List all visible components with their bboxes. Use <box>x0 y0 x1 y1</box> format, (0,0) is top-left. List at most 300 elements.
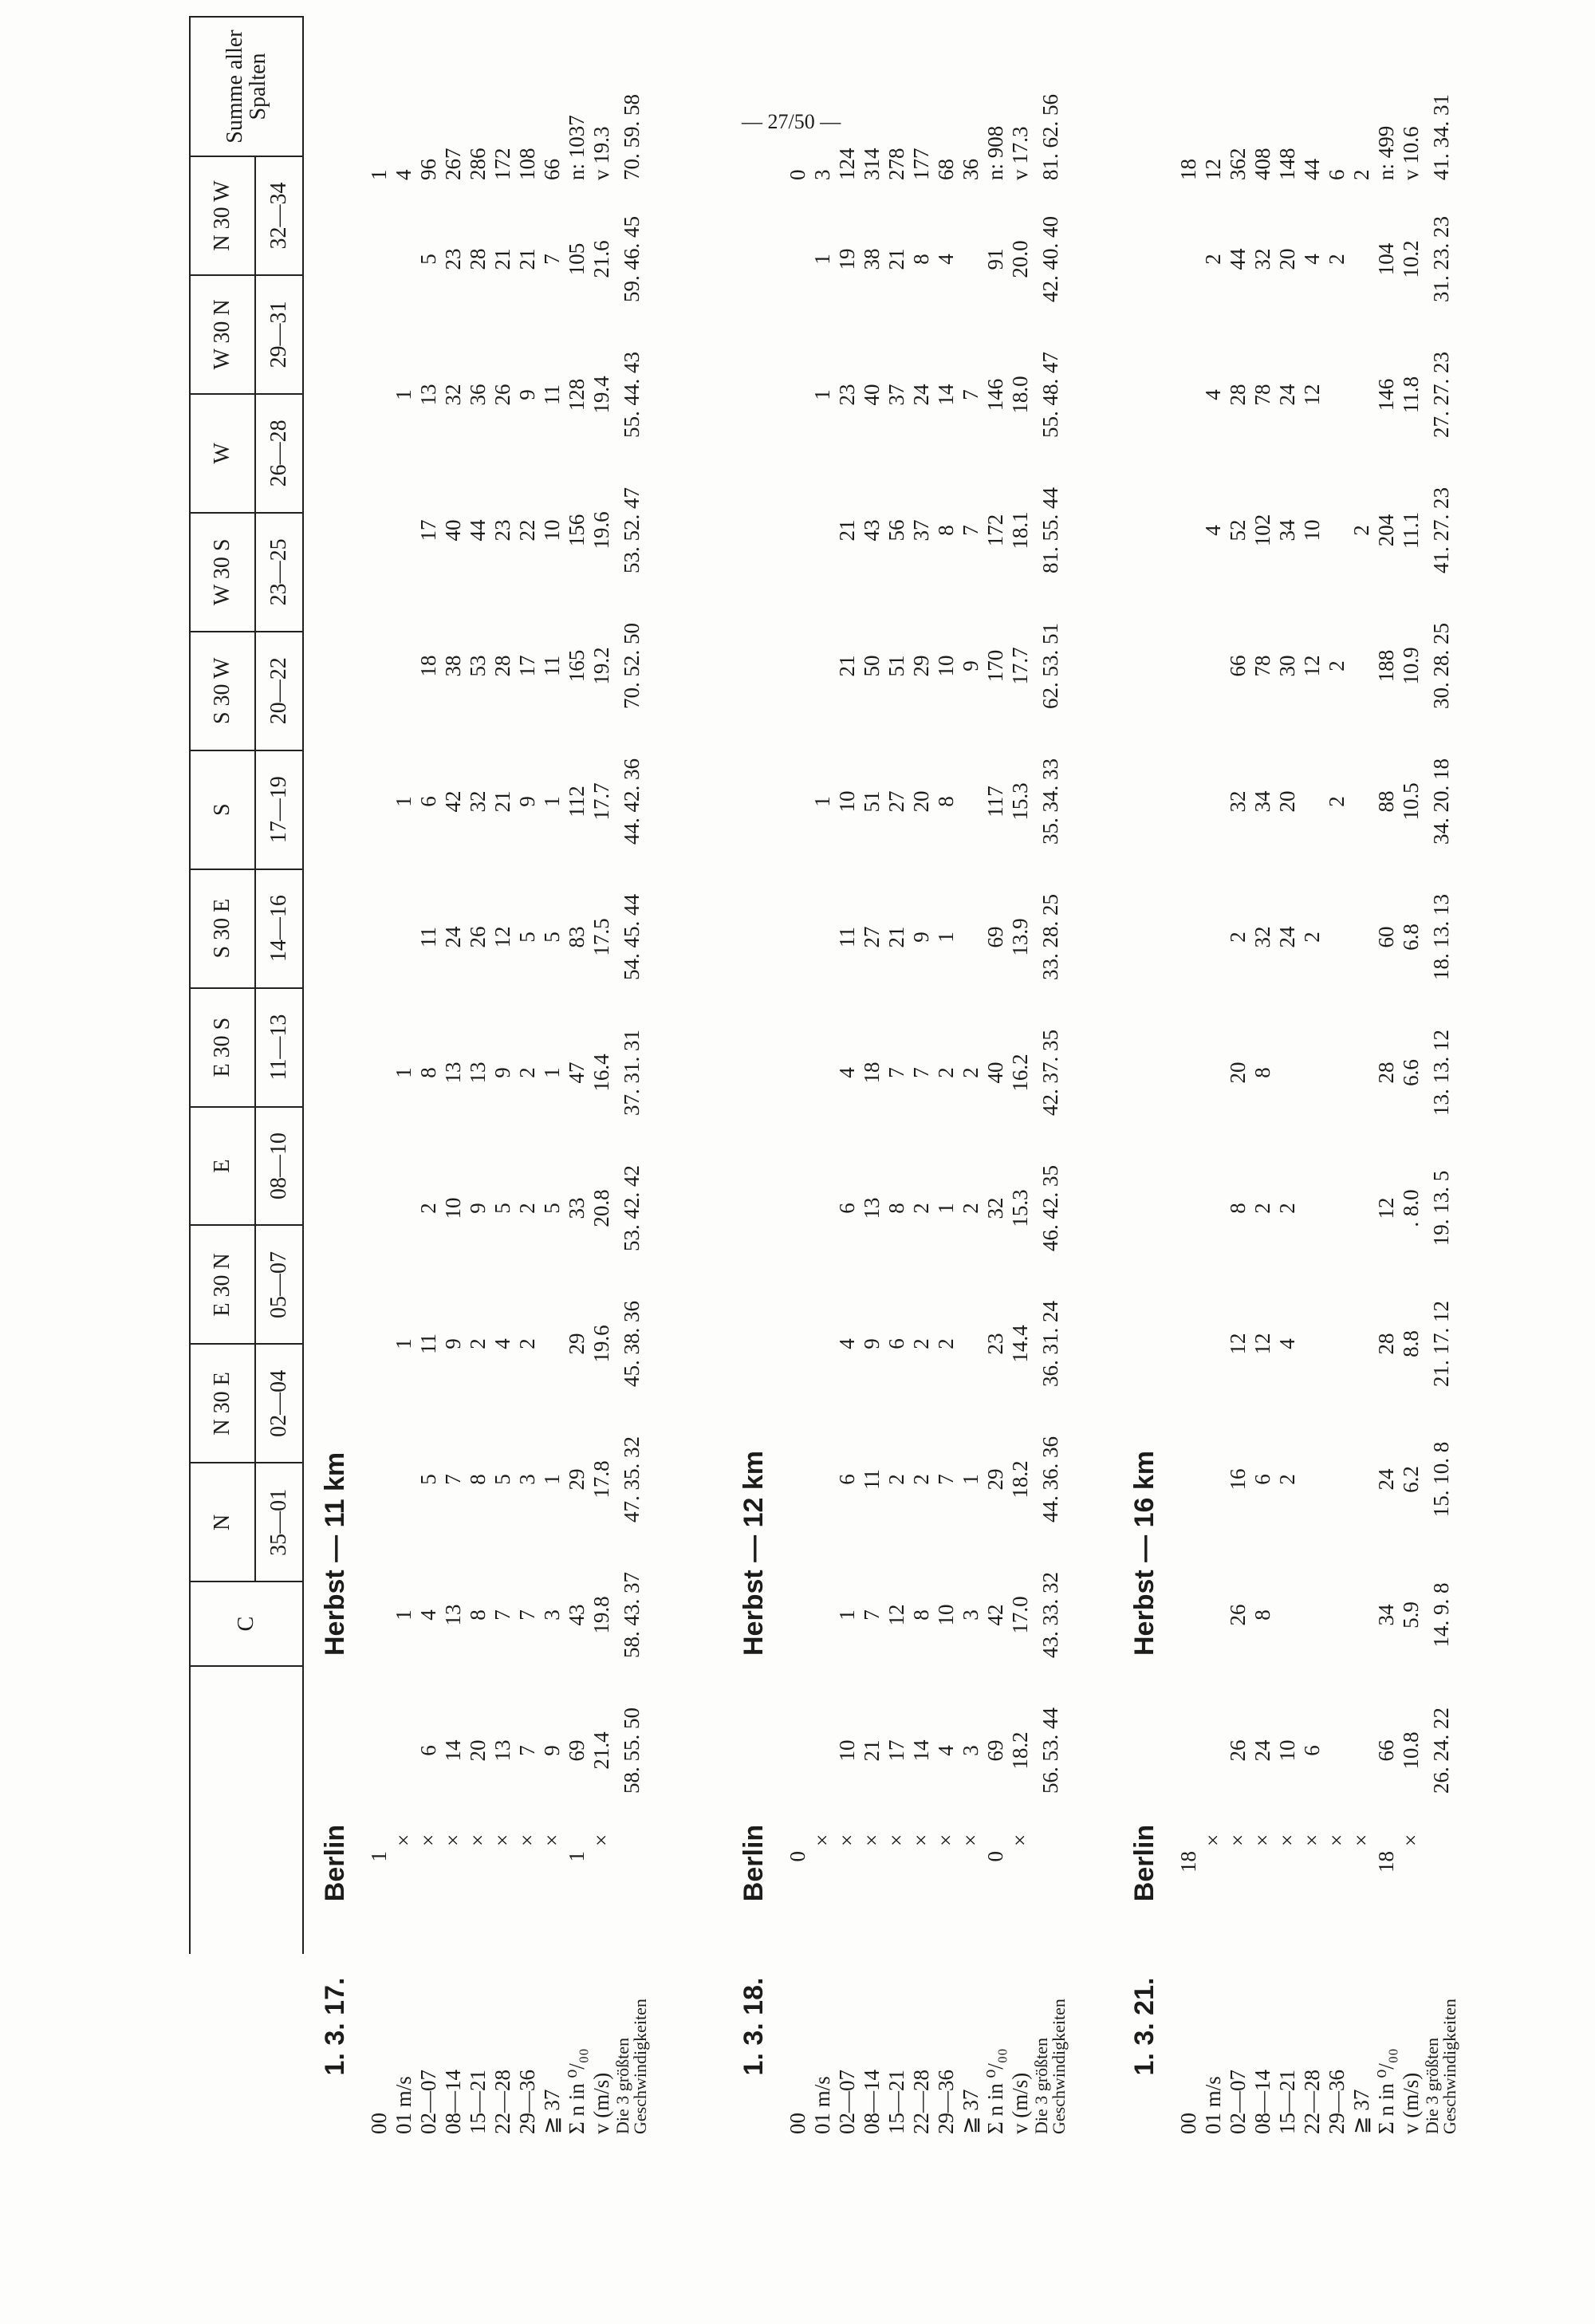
calm-mark: × <box>1349 1834 1373 1846</box>
table-cell: 2 <box>1201 254 1225 265</box>
table-row <box>565 29 589 2137</box>
table-cell <box>1349 1005 1374 1140</box>
table-cell: 172 <box>983 514 1007 547</box>
table-cell: 43 <box>565 1604 589 1626</box>
table-cell <box>1201 734 1226 869</box>
calm-mark: × <box>1226 1834 1250 1846</box>
table-cell: 8.8 <box>1399 1330 1423 1357</box>
table-cell: 16.2 <box>1008 1054 1032 1092</box>
table-cell: 4 <box>934 254 958 265</box>
table-cell: 83 <box>565 926 589 948</box>
table-cell: 40 <box>860 384 884 406</box>
table-cell <box>392 869 416 1005</box>
table-cell: 78 <box>1250 384 1274 406</box>
table-cell: 5.9 <box>1399 1601 1423 1629</box>
section-table <box>303 29 649 2137</box>
header-dir: S <box>190 750 255 869</box>
table-cell <box>1201 1276 1226 1412</box>
table-cell: 2 <box>466 1338 490 1349</box>
header-dir: E 30 S <box>190 988 255 1107</box>
row-label: 01 m/s <box>810 2076 834 2134</box>
table-cell: 34 <box>1250 790 1274 813</box>
header-dir: W 30 N <box>190 275 255 394</box>
sum-cell: v 10.6 <box>1399 126 1423 180</box>
table-cell <box>786 327 810 463</box>
table-cell: 21. 17. 12 <box>1428 1301 1453 1387</box>
table-cell: 45. 38. 36 <box>619 1301 644 1387</box>
table-cell: 7 <box>884 1067 908 1078</box>
calm-mark: × <box>1275 1834 1299 1846</box>
row-label: 00 <box>367 2113 391 2134</box>
sum-cell: 362 <box>1226 148 1250 180</box>
table-cell: 10.5 <box>1399 782 1423 821</box>
table-cell: 37 <box>909 519 933 542</box>
table-cell: 2 <box>884 1474 908 1485</box>
row-label: 08—14 <box>441 2070 465 2134</box>
table-cell: 24 <box>1275 384 1299 406</box>
table-cell: 20.0 <box>1008 240 1032 278</box>
table-cell: 38 <box>860 248 884 270</box>
table-cell: 12 <box>1250 1333 1274 1355</box>
table-cell <box>1349 1412 1374 1547</box>
table-cell <box>1349 598 1374 734</box>
table-cell <box>786 734 810 869</box>
table-cell: 47 <box>565 1062 589 1084</box>
table-cell <box>367 463 392 598</box>
table-cell: 37. 31. 31 <box>619 1030 644 1116</box>
table-cell: 4 <box>934 1745 958 1756</box>
calm-mark <box>565 1818 589 1851</box>
table-cell: 35. 34. 33 <box>1038 758 1062 845</box>
row-label: ≧ 37 <box>540 2089 564 2134</box>
table-cell: 36. 31. 24 <box>1038 1301 1062 1387</box>
table-cell: 11 <box>540 384 564 405</box>
table-cell <box>959 869 983 1005</box>
table-cell <box>1201 1005 1226 1140</box>
table-cell: 8 <box>1226 1203 1250 1214</box>
header-dir: E <box>190 1107 255 1226</box>
table-row <box>1176 29 1201 2137</box>
calm-cell <box>1399 1851 1424 1943</box>
table-cell: 3 <box>959 1609 983 1621</box>
table-cell: 6.6 <box>1399 1059 1423 1086</box>
table-cell <box>1300 1140 1325 1276</box>
table-cell: 1 <box>810 389 834 400</box>
table-cell: 7 <box>959 389 983 400</box>
table-cell: 34. 20. 18 <box>1428 758 1453 845</box>
row-label: Σ n in ⁰/₀₀ <box>983 2048 1007 2134</box>
table-cell: 33 <box>565 1197 589 1219</box>
table-cell: 4 <box>490 1338 514 1349</box>
table-cell: 112 <box>565 786 589 817</box>
table-cell: 17.5 <box>589 918 613 956</box>
table-cell: 50 <box>860 655 884 677</box>
sum-cell: 278 <box>884 148 908 180</box>
table-cell: 7 <box>540 254 564 265</box>
table-cell: 20.8 <box>589 1189 613 1227</box>
table-cell: 41. 27. 23 <box>1428 487 1453 573</box>
table-cell: 43. 33. 32 <box>1038 1572 1062 1658</box>
table-cell <box>786 1412 810 1547</box>
table-cell: 10 <box>835 790 859 813</box>
table-cell: 6 <box>1300 1745 1324 1756</box>
table-cell: 69 <box>983 1739 1007 1762</box>
table-cell: 5 <box>490 1203 514 1214</box>
row-label: 02—07 <box>1226 2070 1250 2134</box>
table-cell: 5 <box>490 1474 514 1485</box>
table-cell <box>367 869 392 1005</box>
row-label: v (m/s) <box>589 2072 613 2134</box>
calm-mark <box>367 1818 392 1851</box>
sum-cell: 108 <box>515 148 539 180</box>
table-cell: 24 <box>1374 1468 1398 1491</box>
table-cell: 78 <box>1250 655 1274 677</box>
table-cell: 13 <box>441 1604 465 1626</box>
sum-cell: 96 <box>416 159 440 180</box>
table-cell: 7 <box>490 1609 514 1621</box>
table-cell: 15.3 <box>1008 782 1032 821</box>
table-cell: 9 <box>515 796 539 807</box>
table-cell: 17.7 <box>1008 647 1032 685</box>
table-cell: 42. 37. 35 <box>1038 1030 1062 1116</box>
calm-cell <box>1201 1851 1226 1943</box>
calm-mark <box>614 1818 649 1851</box>
header-dir: S 30 E <box>190 869 255 988</box>
table-cell: 5 <box>416 254 440 265</box>
table-cell <box>786 1547 810 1683</box>
table-cell: 21 <box>884 248 908 270</box>
calm-cell <box>466 1851 490 1943</box>
table-cell: 36 <box>466 384 490 406</box>
table-cell: 7 <box>515 1745 539 1756</box>
table-cell: 188 <box>1374 649 1398 683</box>
table-cell: 24 <box>1250 1739 1274 1762</box>
table-cell: 19.8 <box>589 1596 613 1634</box>
section-number: 1. 3. 18. <box>738 1977 769 2076</box>
table-cell: 9 <box>540 1745 564 1756</box>
table-cell <box>392 1140 416 1276</box>
table-cell <box>959 191 983 327</box>
table-cell: 29 <box>983 1468 1007 1491</box>
table-cell: 7 <box>909 1067 933 1078</box>
table-cell <box>1325 1683 1349 1818</box>
table-cell: 11 <box>540 656 564 676</box>
table-cell: 2 <box>1325 254 1349 265</box>
table-row <box>1250 29 1275 2137</box>
table-cell: 55. 44. 43 <box>619 352 644 438</box>
section-title-row <box>303 29 367 2137</box>
table-cell <box>786 1276 810 1412</box>
table-cell: 2 <box>515 1338 539 1349</box>
table-cell: 2 <box>1300 932 1324 943</box>
table-cell: 17.7 <box>589 782 613 821</box>
table-cell: 14.4 <box>1008 1325 1032 1363</box>
calm-cell <box>1275 1851 1300 1943</box>
table-cell: 3 <box>540 1609 564 1621</box>
table-cell: 52 <box>1226 519 1250 542</box>
table-cell: 2 <box>1275 1474 1299 1485</box>
table-cell: 32 <box>1250 248 1274 270</box>
table-cell <box>367 1547 392 1683</box>
table-cell: 10 <box>934 1604 958 1626</box>
calm-cell <box>884 1851 909 1943</box>
header-range: 17—19 <box>255 750 303 869</box>
row-label: 02—07 <box>835 2070 859 2134</box>
table-cell: 27. 27. 23 <box>1428 352 1453 438</box>
table-cell: 18.2 <box>1008 1731 1032 1770</box>
table-cell: 8 <box>1250 1067 1274 1078</box>
table-cell: 9 <box>441 1338 465 1349</box>
table-cell: 26 <box>1226 1604 1250 1626</box>
table-cell <box>1325 1140 1349 1276</box>
table-cell <box>1176 463 1201 598</box>
table-cell <box>1300 1412 1325 1547</box>
table-cell: 29 <box>909 655 933 677</box>
table-cell: 58. 55. 50 <box>619 1708 644 1794</box>
table-row <box>934 29 959 2137</box>
table-cell: 10 <box>934 655 958 677</box>
table-cell: 59. 46. 45 <box>619 216 644 302</box>
table-cell <box>1176 327 1201 463</box>
table-cell: 40 <box>441 519 465 542</box>
table-cell: 32 <box>466 790 490 813</box>
section-number: 1. 3. 17. <box>319 1977 350 2076</box>
header-dir: E 30 N <box>190 1226 255 1345</box>
table-cell: 34 <box>1374 1604 1398 1626</box>
table-row <box>490 29 515 2137</box>
table-row <box>515 29 540 2137</box>
calm-cell: 0 <box>786 1851 809 1862</box>
sum-cell: 177 <box>909 148 933 180</box>
calm-mark <box>1424 1818 1459 1851</box>
table-cell <box>1300 1547 1325 1683</box>
table-cell <box>1176 734 1201 869</box>
table-cell <box>367 1005 392 1140</box>
table-cell: 2 <box>934 1067 958 1078</box>
table-cell <box>1176 598 1201 734</box>
sum-cell: 172 <box>490 148 514 180</box>
table-cell: 17 <box>884 1739 908 1762</box>
table-cell: 2 <box>416 1203 440 1214</box>
calm-cell <box>1226 1851 1250 1943</box>
table-row <box>1374 29 1399 2137</box>
table-cell <box>810 1412 835 1547</box>
table-cell: 37 <box>884 384 908 406</box>
calm-cell <box>1250 1851 1275 1943</box>
table-cell <box>959 734 983 869</box>
table-cell: 21 <box>490 248 514 270</box>
table-cell: 32 <box>1250 926 1274 948</box>
table-cell: 5 <box>540 932 564 943</box>
table-cell: 60 <box>1374 926 1398 948</box>
row-label: 08—14 <box>1250 2070 1274 2134</box>
table-cell: 2 <box>959 1203 983 1214</box>
table-cell: 1 <box>810 254 834 265</box>
table-cell: 21 <box>490 790 514 813</box>
table-cell: 53. 42. 42 <box>619 1165 644 1251</box>
table-cell: 10.9 <box>1399 647 1423 685</box>
table-cell: 27 <box>860 926 884 948</box>
calm-mark: × <box>392 1834 415 1846</box>
table-cell: 29 <box>565 1333 589 1355</box>
table-row <box>959 29 983 2137</box>
table-cell: 2 <box>1226 932 1250 943</box>
table-cell: 44 <box>466 519 490 542</box>
table-cell: 1 <box>835 1609 859 1621</box>
sum-cell: n: 908 <box>983 125 1007 180</box>
table-cell: 30. 28. 25 <box>1428 623 1453 709</box>
table-cell: 32 <box>983 1197 1007 1219</box>
table-cell: 12 <box>884 1604 908 1626</box>
table-cell <box>392 463 416 598</box>
header-calm: C <box>190 1582 303 1666</box>
table-cell <box>1176 1276 1201 1412</box>
table-row <box>786 29 810 2137</box>
calm-mark: × <box>540 1834 564 1846</box>
table-cell <box>392 598 416 734</box>
table-cell <box>367 191 392 327</box>
table-cell: 28 <box>490 655 514 677</box>
table-cell: 23 <box>441 248 465 270</box>
table-cell: 2 <box>1349 525 1373 536</box>
table-row <box>1424 29 1459 2137</box>
table-row <box>1008 29 1033 2137</box>
row-label: 00 <box>786 2113 809 2134</box>
row-label: 22—28 <box>490 2070 514 2134</box>
table-cell: 8 <box>934 796 958 807</box>
table-row <box>589 29 614 2137</box>
table-cell: 17.0 <box>1008 1596 1032 1634</box>
table-cell: 16 <box>1226 1468 1250 1491</box>
table-cell <box>1201 598 1226 734</box>
table-cell: 9 <box>490 1067 514 1078</box>
row-label: v (m/s) <box>1399 2072 1423 2134</box>
table-cell: 6.2 <box>1399 1466 1423 1493</box>
header-range: 23—25 <box>255 513 303 632</box>
table-cell <box>1349 1140 1374 1276</box>
table-cell <box>1325 1412 1349 1547</box>
section-table <box>1113 29 1459 2137</box>
table-cell: 18 <box>860 1062 884 1084</box>
table-cell: 28 <box>1226 384 1250 406</box>
table-cell: 2 <box>909 1203 933 1214</box>
table-cell: 21.6 <box>589 240 613 278</box>
table-cell <box>1349 1683 1374 1818</box>
table-row <box>540 29 565 2137</box>
table-cell: 18 <box>416 655 440 677</box>
table-cell <box>1300 734 1325 869</box>
sum-cell: n: 1037 <box>565 115 589 180</box>
table-cell <box>1176 869 1201 1005</box>
table-cell: 1 <box>934 1203 958 1214</box>
calm-cell <box>540 1851 565 1943</box>
table-row <box>1275 29 1300 2137</box>
table-cell: 4 <box>835 1338 859 1349</box>
table-row <box>367 29 392 2137</box>
table-cell: 40 <box>983 1062 1007 1084</box>
table-cell: 19.6 <box>589 1325 613 1363</box>
table-cell: 11 <box>416 1333 440 1354</box>
table-cell: 2 <box>1275 1203 1299 1214</box>
table-cell: 7 <box>860 1609 884 1621</box>
section-station: Berlin <box>319 1824 350 1902</box>
calm-cell: 0 <box>983 1851 1007 1862</box>
table-row <box>466 29 490 2137</box>
header-dir: N <box>190 1463 255 1582</box>
row-label: 29—36 <box>1325 2070 1349 2134</box>
table-cell: 20 <box>1275 248 1299 270</box>
table-cell <box>786 869 810 1005</box>
table-cell: 102 <box>1250 514 1274 547</box>
table-cell: 16.4 <box>589 1054 613 1092</box>
table-cell <box>1176 1547 1201 1683</box>
table-cell: 19 <box>835 248 859 270</box>
table-cell <box>1349 327 1374 463</box>
table-cell <box>1300 1276 1325 1412</box>
calm-cell <box>1300 1851 1325 1943</box>
calm-mark: × <box>490 1834 514 1846</box>
table-cell: 1 <box>392 796 415 807</box>
header-dir: S 30 W <box>190 632 255 750</box>
table-cell: 12 <box>1300 655 1324 677</box>
table-cell: 28 <box>466 248 490 270</box>
header-range: 05—07 <box>255 1226 303 1345</box>
table-cell: 29 <box>565 1468 589 1491</box>
table-cell: 6.8 <box>1399 924 1423 951</box>
table-row <box>909 29 934 2137</box>
sum-cell: 148 <box>1275 148 1299 180</box>
table-cell: 13. 13. 12 <box>1428 1030 1453 1116</box>
table-cell: 14. 9. 8 <box>1428 1582 1453 1648</box>
table-cell: 15.3 <box>1008 1189 1032 1227</box>
table-cell: 1 <box>540 796 564 807</box>
calm-cell <box>934 1851 959 1943</box>
table-cell: 8 <box>909 1609 933 1621</box>
table-cell: 6 <box>835 1203 859 1214</box>
table-cell: 1 <box>934 932 958 943</box>
table-cell: 2 <box>515 1203 539 1214</box>
calm-mark: × <box>909 1834 933 1846</box>
table-cell: 17 <box>515 655 539 677</box>
calm-cell <box>589 1851 614 1943</box>
table-cell: 19. 13. 5 <box>1428 1170 1453 1247</box>
row-label: Die 3 größten Geschwindigkeiten <box>612 1999 650 2134</box>
table-cell: 4 <box>1300 254 1324 265</box>
row-label: 22—28 <box>1300 2070 1324 2134</box>
table-cell: 44. 36. 36 <box>1038 1436 1062 1522</box>
table-cell: 8 <box>909 254 933 265</box>
table-cell <box>1300 1005 1325 1140</box>
table-cell <box>1349 191 1374 327</box>
table-cell: 26 <box>466 926 490 948</box>
row-label: 15—21 <box>466 2070 490 2134</box>
table-cell: 47. 35. 32 <box>619 1436 644 1522</box>
table-cell: 1 <box>392 389 415 400</box>
section-title: Herbst — 16 km <box>1128 1451 1160 1656</box>
calm-cell <box>909 1851 934 1943</box>
table-cell: 6 <box>416 796 440 807</box>
table-cell: 28 <box>1374 1333 1398 1355</box>
section-station: Berlin <box>1128 1824 1160 1902</box>
table-cell: 4 <box>1275 1338 1299 1349</box>
calm-cell <box>1349 1851 1374 1943</box>
table-cell: 1 <box>959 1474 983 1485</box>
table-cell: 2 <box>515 1067 539 1078</box>
table-cell <box>1201 1412 1226 1547</box>
table-cell: 8 <box>466 1474 490 1485</box>
table-cell: 26. 24. 22 <box>1428 1708 1453 1794</box>
table-cell <box>367 598 392 734</box>
